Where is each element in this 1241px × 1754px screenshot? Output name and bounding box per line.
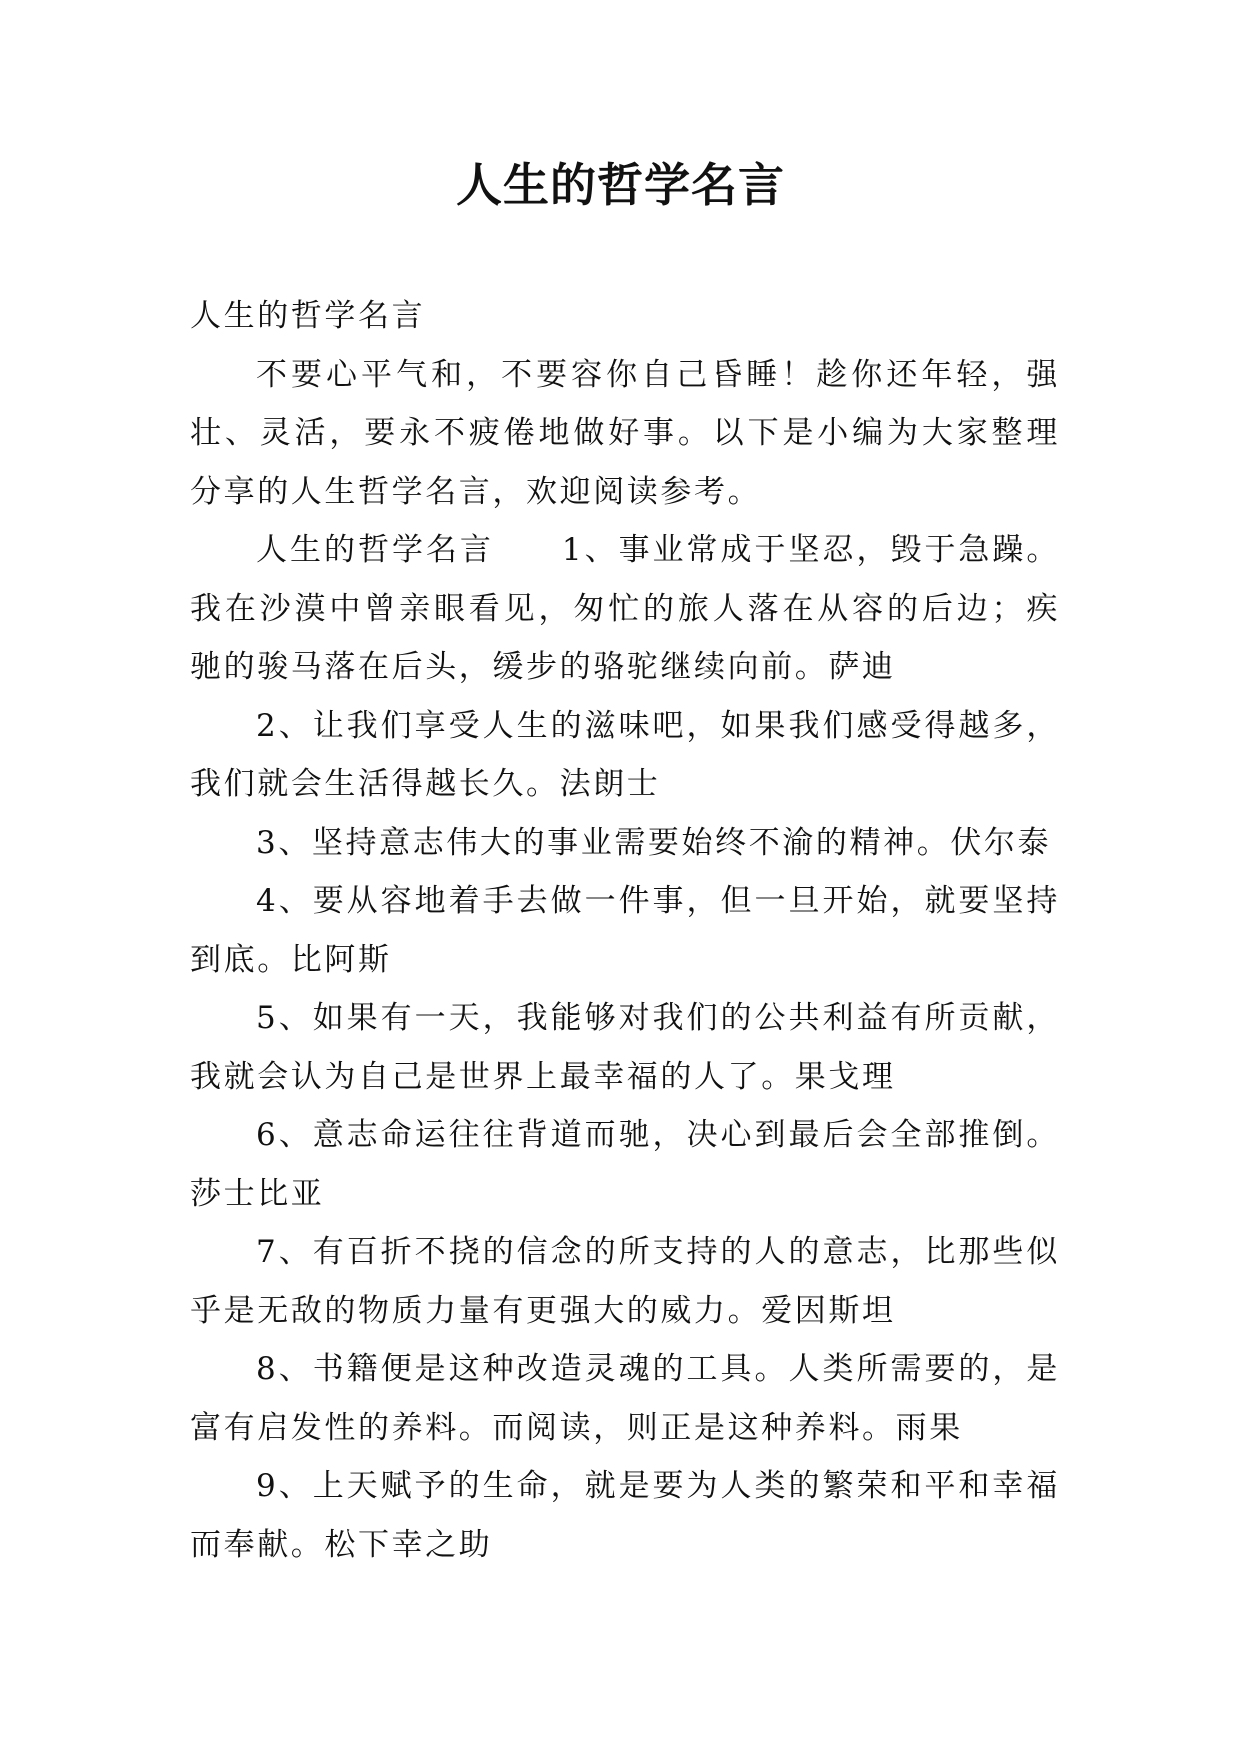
quote-paragraph-6: 6、意志命运往往背道而驰，决心到最后会全部推倒。莎士比亚: [190, 1117, 1060, 1212]
quote-paragraph-4: 4、要从容地着手去做一件事，但一旦开始，就要坚持到底。比阿斯: [190, 883, 1060, 978]
quote-paragraph-7: 7、有百折不挠的信念的所支持的人的意志，比那些似乎是无敌的物质力量有更强大的威力。爱因斯坦: [190, 1234, 1060, 1329]
quote-paragraph-5: 5、如果有一天，我能够对我们的公共利益有所贡献，我就会认为自己是世界上最幸福的人了。果戈理: [190, 1000, 1060, 1095]
quote-paragraph-1: 人生的哲学名言 1、事业常成于坚忍，毁于急躁。我在沙漠中曾亲眼看见，匆忙的旅人落在从容的后边；疾驰的骏马落在后头，缓步的骆驼继续向前。萨迪: [190, 532, 1060, 685]
intro-paragraph: 不要心平气和，不要容你自己昏睡！趁你还年轻，强壮、灵活，要永不疲倦地做好事。以下是小编为大家整理分享的人生哲学名言，欢迎阅读参考。: [190, 356, 1060, 510]
quote-paragraph-3: 3、坚持意志伟大的事业需要始终不渝的精神。伏尔泰: [256, 824, 1052, 861]
quote-paragraph-2: 2、让我们享受人生的滋味吧，如果我们感受得越多，我们就会生活得越长久。法朗士: [190, 707, 1060, 802]
document-title: 人生的哲学名言: [456, 158, 785, 212]
document-body: [190, 287, 1060, 1574]
quote-paragraph-9: 9、上天赋予的生命，就是要为人类的繁荣和平和幸福而奉献。松下幸之助: [190, 1468, 1060, 1563]
quote-paragraph-8: 8、书籍便是这种改造灵魂的工具。人类所需要的，是富有启发性的养料。而阅读，则正是这种养料。雨果: [190, 1351, 1060, 1446]
section-heading: 人生的哲学名言: [190, 298, 426, 334]
